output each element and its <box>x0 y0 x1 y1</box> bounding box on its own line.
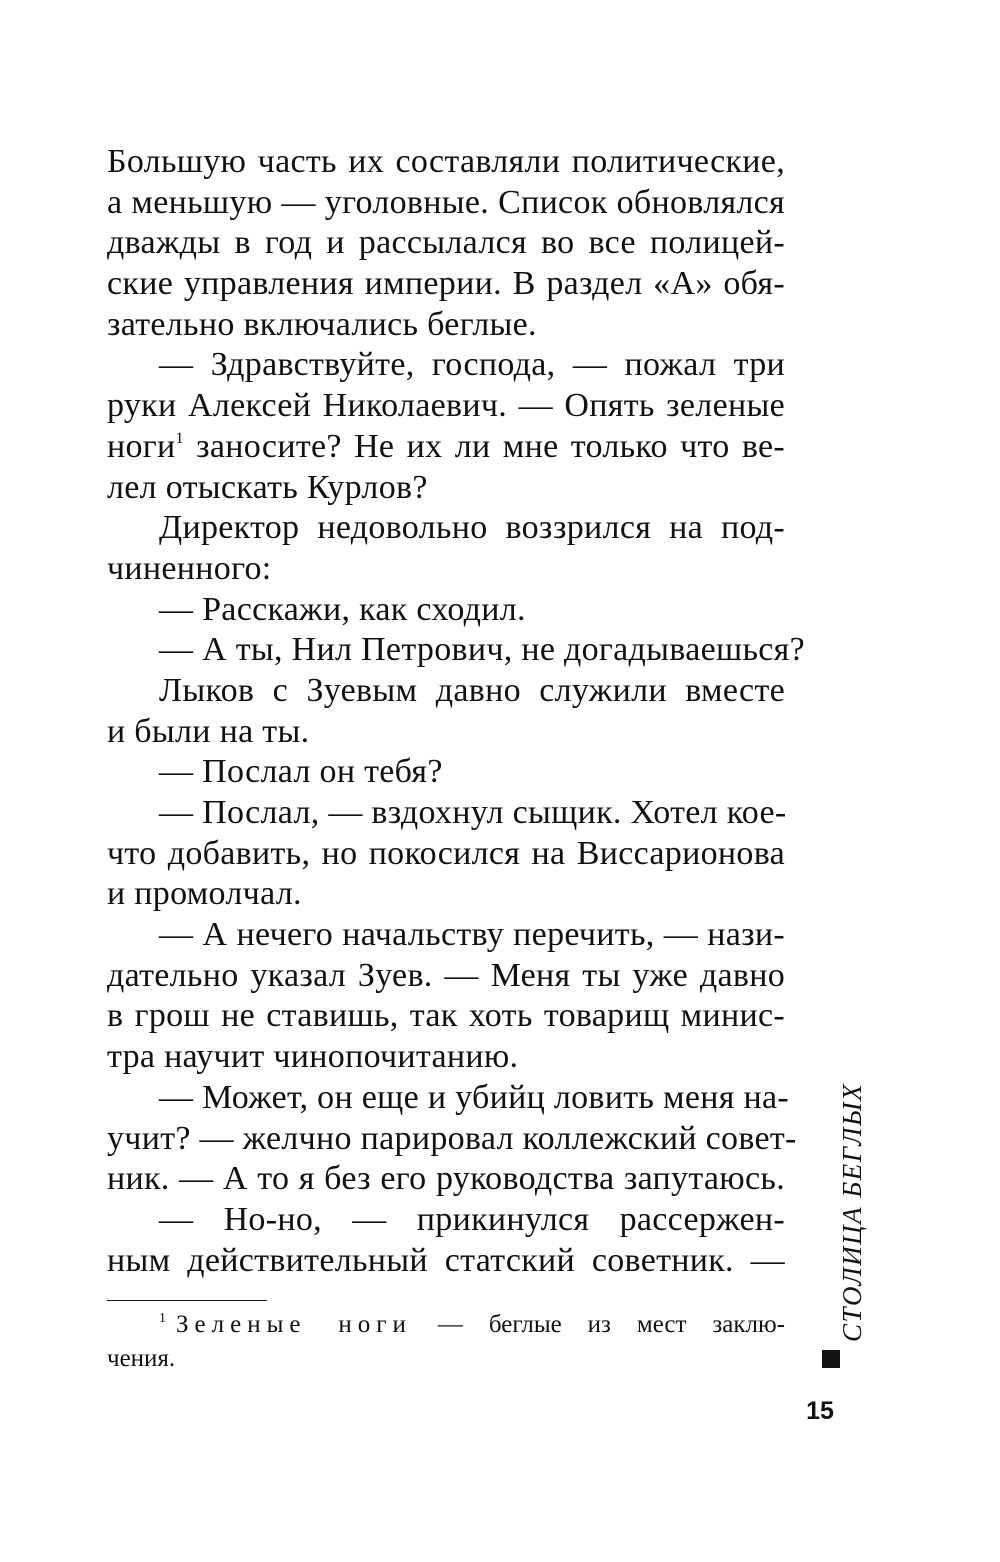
text-line: Лыков с Зуевым давно служили вместе <box>159 671 785 709</box>
page-number: 15 <box>806 1397 834 1425</box>
text-line: — Но-но, — прикинулся рассержен- <box>159 1200 785 1238</box>
footnote-divider <box>107 1300 267 1301</box>
text-line: — Может, он еще и убийц ловить меня на- <box>159 1078 789 1116</box>
text-line: в грош не ставишь, так хоть товарищ минис- <box>107 997 785 1035</box>
footnote-term: Зеленые ноги <box>176 1311 412 1338</box>
text-line: дважды в год и рассылался во все полицей- <box>107 224 785 262</box>
text-line: — А ты, Нил Петрович, не догадываешься? <box>159 631 805 669</box>
text-line: дательно указал Зуев. — Меня ты уже давно <box>107 956 785 994</box>
footnote-mark: 1 <box>159 1311 166 1326</box>
footnote-text: — беглые из мест заклю- <box>437 1311 785 1338</box>
text-line: ские управления империи. В раздел «А» обя- <box>107 265 785 303</box>
text-line: и были на ты. <box>107 712 310 750</box>
footnote-line: чения. <box>107 1345 176 1372</box>
text-line: зательно включались беглые. <box>107 305 537 343</box>
text-line: чиненного: <box>107 549 272 587</box>
text-line: — Здравствуйте, господа, — пожал три <box>159 346 785 384</box>
text-line: — Послал он тебя? <box>159 753 443 791</box>
text-line: Директор недовольно воззрился на под- <box>159 509 785 547</box>
text-line: а меньшую — уголовные. Список обновлялся <box>107 183 785 221</box>
text-line: и промолчал. <box>107 875 302 913</box>
text-line: ным действительный статский советник. — <box>107 1241 785 1279</box>
text-line: руки Алексей Николаевич. — Опять зеленые <box>107 387 785 425</box>
text-line: Большую часть их составляли политические, <box>107 143 785 180</box>
footnote-reference: 1 <box>175 429 184 447</box>
text-line: лел отыскать Курлов? <box>107 468 428 506</box>
text-line: ник. — А то я без его руководства запутаюсь. <box>107 1160 785 1198</box>
text-line: что добавить, но покосился на Виссарионова <box>107 834 785 872</box>
text-line: — А нечего начальству перечить, — нази- <box>159 916 785 954</box>
text-line-rest: заносите? Не их ли мне только что ве- <box>196 427 785 465</box>
footnote <box>107 1308 785 1376</box>
text-line: — Послал, — вздохнул сыщик. Хотел кое- <box>159 794 787 831</box>
text-line: тра научит чинопочитанию. <box>107 1038 519 1076</box>
main-text <box>107 142 805 1281</box>
footnote-line <box>107 1308 785 1342</box>
text-line-with-footnote <box>107 427 785 468</box>
square-marker-icon <box>822 1350 840 1368</box>
text-line: — Расскажи, как сходил. <box>159 590 526 628</box>
text-line: учит? — желчно парировал коллежский совет- <box>107 1119 797 1157</box>
running-title: СТОЛИЦА БЕГЛЫХ <box>837 1082 867 1342</box>
footnote-term-inline: ноги <box>107 427 176 465</box>
